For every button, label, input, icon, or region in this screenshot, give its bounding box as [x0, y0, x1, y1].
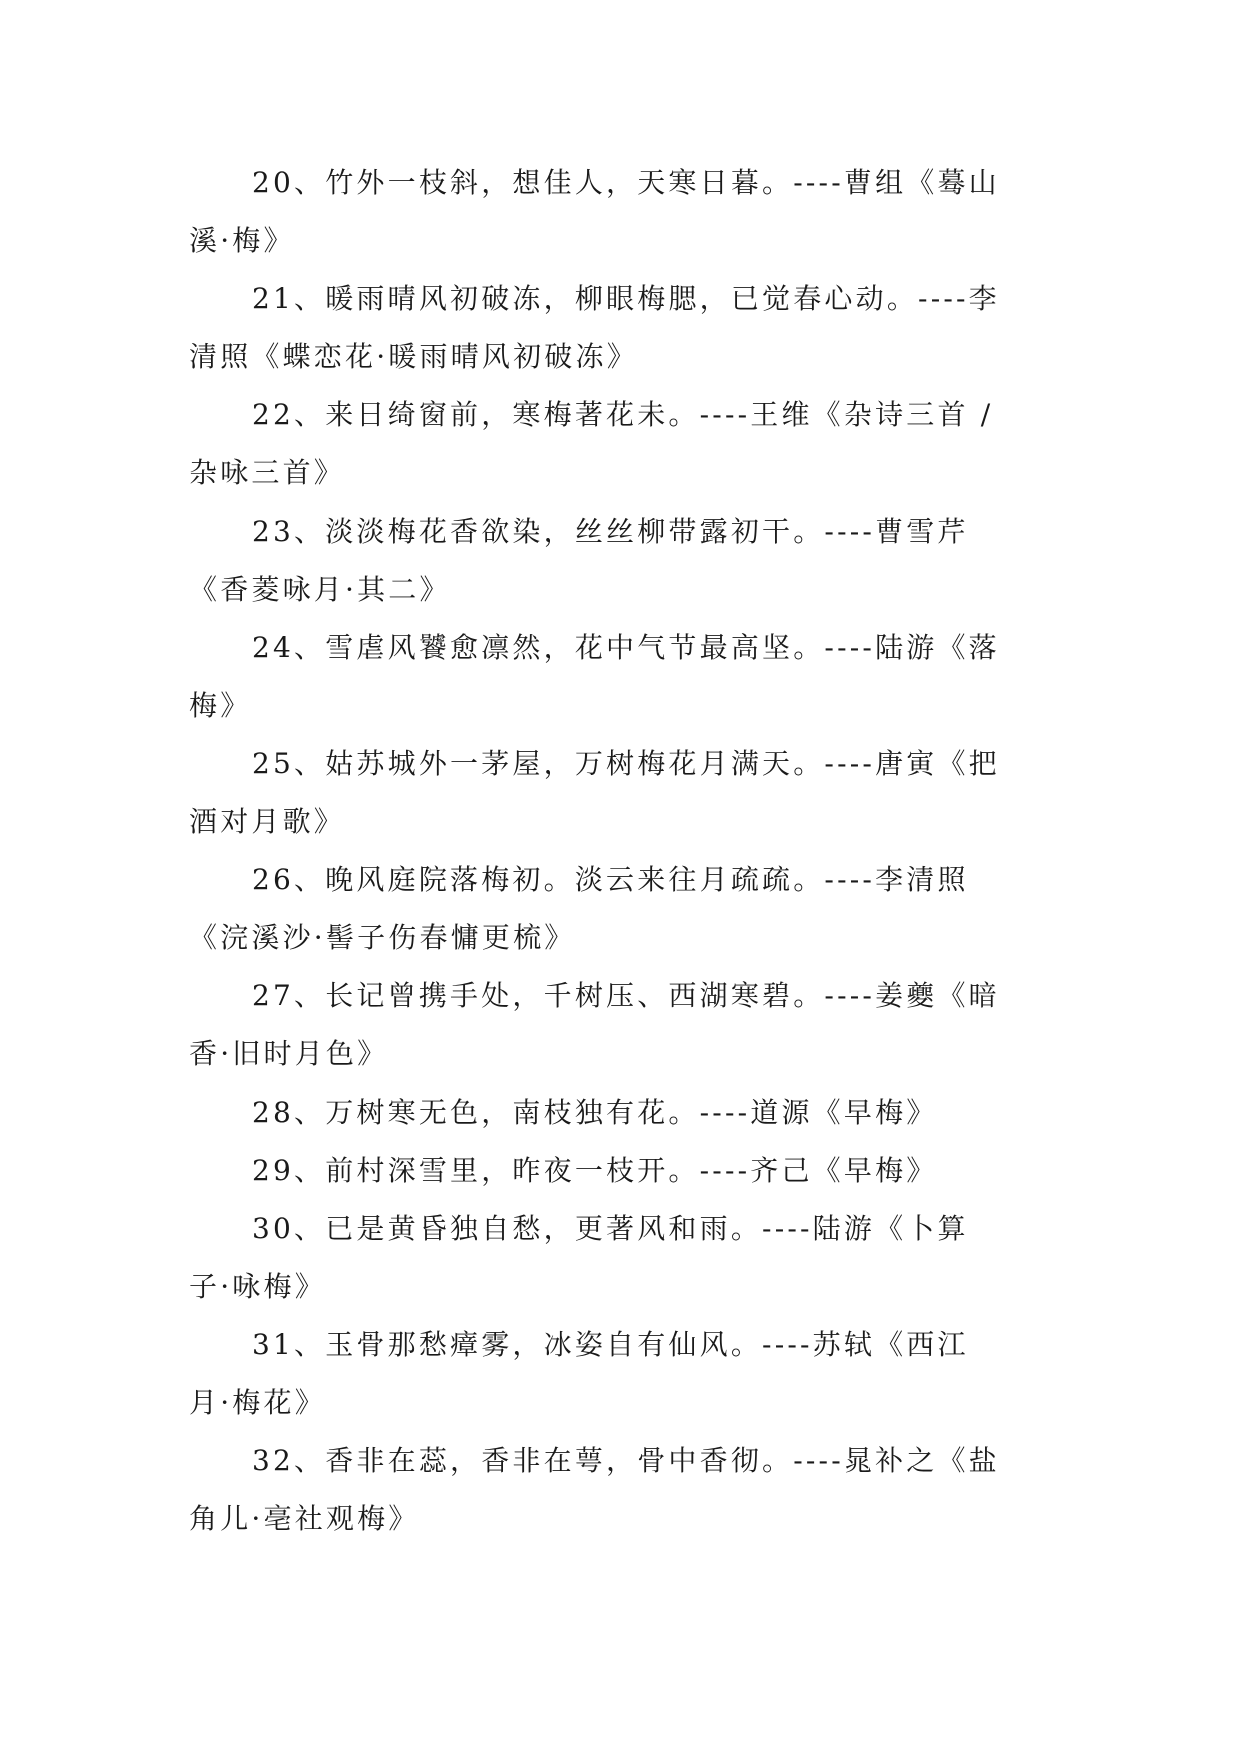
entry-line: 31、玉骨那愁瘴雾，冰姿自有仙风。----苏轼《西江 — [252, 1327, 969, 1361]
entry-line-continued: 月·梅花》 — [189, 1385, 326, 1419]
entry-line-continued: 杂咏三首》 — [189, 456, 346, 490]
entry-line: 32、香非在蕊，香非在萼，骨中香彻。----晁补之《盐 — [252, 1444, 1000, 1478]
entry-line: 25、姑苏城外一茅屋，万树梅花月满天。----唐寅《把 — [252, 746, 1000, 780]
entry-line: 20、竹外一枝斜，想佳人，天寒日暮。----曹组《蓦山 — [252, 166, 1000, 199]
entry-line-continued: 《浣溪沙·髻子伤春慵更梳》 — [189, 921, 576, 955]
entry-line-continued: 子·咏梅》 — [189, 1269, 326, 1303]
entry-line: 27、长记曾携手处，千树压、西湖寒碧。----姜夔《暗 — [252, 979, 1000, 1013]
entry-line: 29、前村深雪里，昨夜一枝开。----齐己《早梅》 — [252, 1153, 938, 1187]
entry-line-continued: 清照《蝶恋花·暖雨晴风初破冻》 — [189, 340, 638, 374]
entry-line-continued: 梅》 — [189, 688, 252, 722]
entry-line: 30、已是黄昏独自愁，更著风和雨。----陆游《卜算 — [252, 1211, 969, 1245]
entry-line: 23、淡淡梅花香欲染，丝丝柳带露初干。----曹雪芹 — [252, 514, 969, 548]
entry-line-continued: 酒对月歌》 — [189, 805, 346, 839]
entry-line: 22、来日绮窗前，寒梅著花未。----王维《杂诗三首 / — [252, 398, 994, 432]
poem-list — [189, 154, 1049, 1548]
entry-line: 26、晚风庭院落梅初。淡云来往月疏疏。----李清照 — [252, 863, 969, 897]
entry-line-continued: 角儿·亳社观梅》 — [189, 1502, 420, 1536]
entry-line-continued: 香·旧时月色》 — [189, 1037, 389, 1071]
entry-line: 28、万树寒无色，南枝独有花。----道源《早梅》 — [252, 1095, 938, 1129]
entry-line-continued: 溪·梅》 — [189, 224, 295, 258]
entry-line-continued: 《香菱咏月·其二》 — [189, 572, 451, 606]
entry-line: 21、暖雨晴风初破冻，柳眼梅腮，已觉春心动。----李 — [252, 282, 1000, 316]
entry-line: 24、雪虐风饕愈凛然，花中气节最高坚。----陆游《落 — [252, 630, 1000, 664]
